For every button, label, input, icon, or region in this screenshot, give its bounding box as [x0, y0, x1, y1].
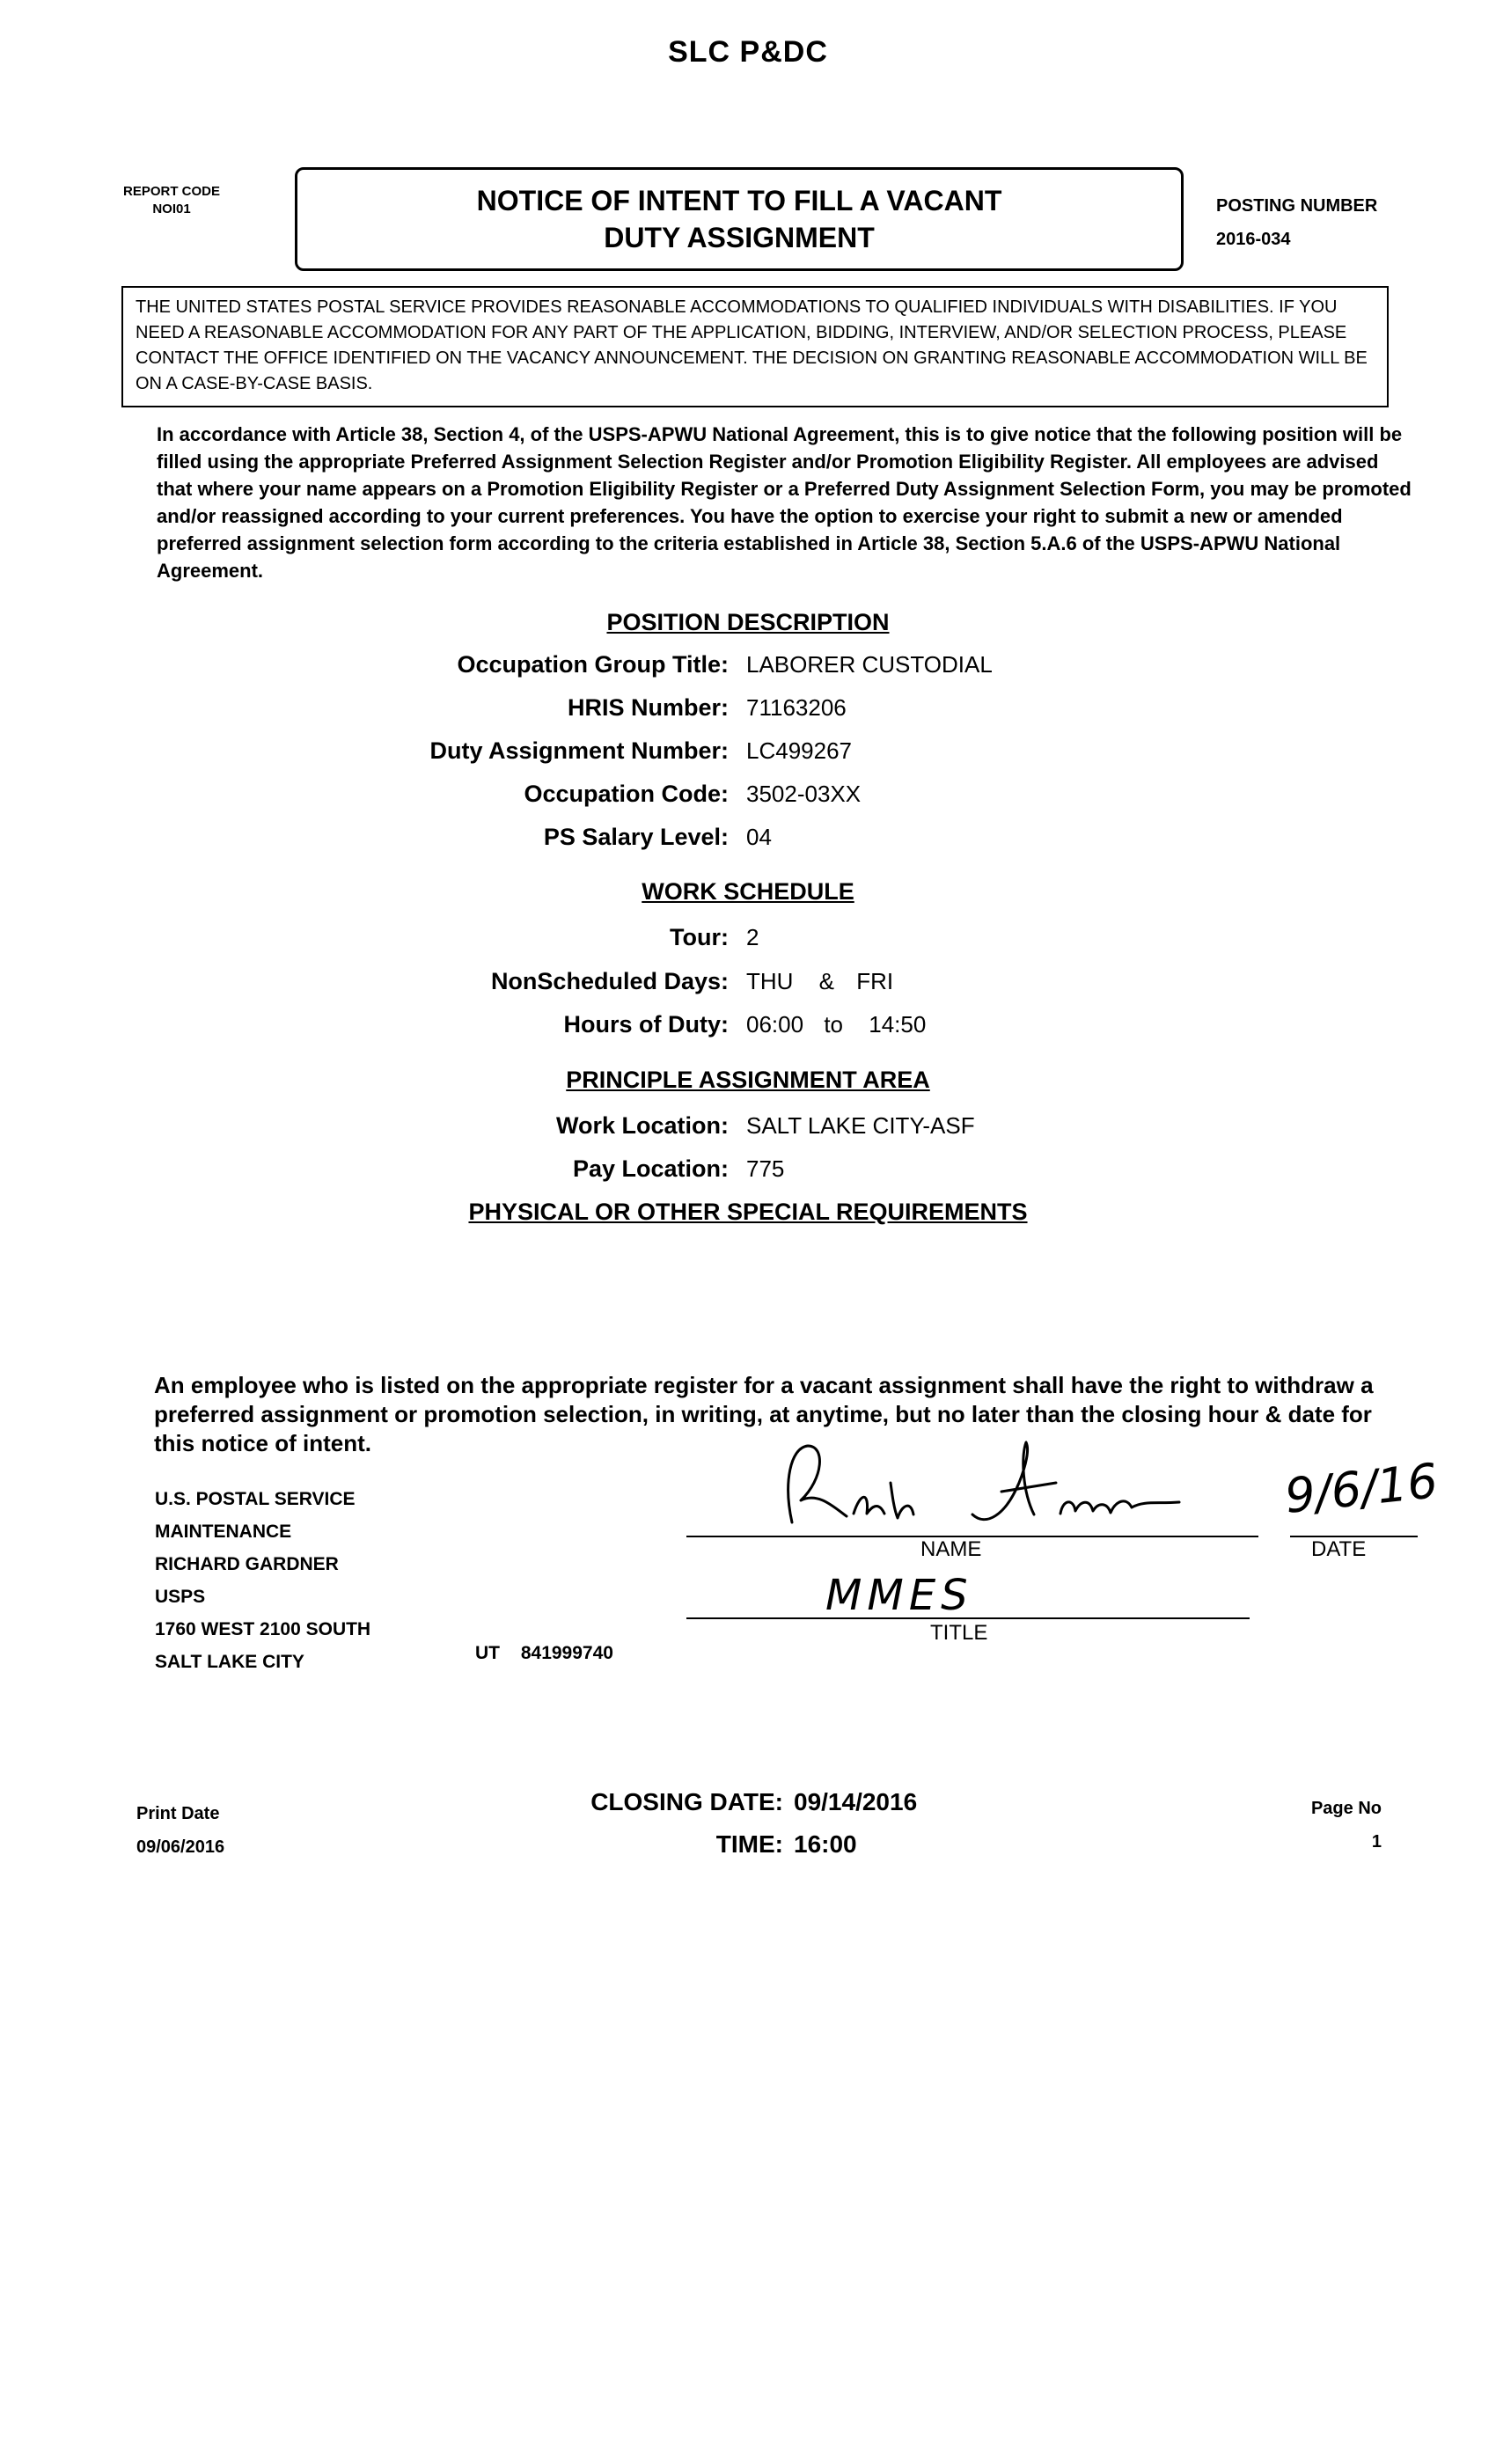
address-block — [155, 1483, 370, 1678]
page-number-value: 1 — [1371, 1832, 1382, 1852]
print-date-label: Print Date — [136, 1804, 220, 1823]
address-line: MAINTENANCE — [155, 1522, 292, 1542]
closing-date-row — [528, 1781, 917, 1823]
nonscheduled-day-2: FRI — [856, 968, 894, 994]
report-code-label: REPORT CODE — [122, 184, 220, 199]
field-hris-number — [0, 694, 1496, 730]
field-label: Tour: — [670, 924, 729, 950]
closing-time-value: 16:00 — [794, 1830, 857, 1858]
hours-start: 06:00 — [746, 1011, 804, 1038]
closing-date-label: CLOSING DATE: — [590, 1788, 783, 1815]
title-caption: TITLE — [930, 1621, 988, 1645]
handwritten-date: 9/6/16 — [1282, 1453, 1441, 1524]
closing-time-label: TIME: — [715, 1830, 783, 1858]
address-line: USPS — [155, 1587, 206, 1607]
office-title: SLC P&DC — [668, 35, 828, 69]
notice-title-line2: DUTY ASSIGNMENT — [604, 222, 875, 253]
position-description-heading: POSITION DESCRIPTION — [606, 609, 890, 635]
field-label: Duty Assignment Number: — [429, 737, 729, 764]
print-date-value: 09/06/2016 — [136, 1837, 225, 1857]
notice-title-box — [295, 167, 1184, 271]
work-schedule-heading: WORK SCHEDULE — [642, 878, 854, 905]
page-number-label: Page No — [1310, 1799, 1382, 1818]
field-label: Pay Location: — [572, 1155, 729, 1182]
accommodation-statement: THE UNITED STATES POSTAL SERVICE PROVIDES REASONABLE ACCOMMODATIONS TO QUALIFIED INDIVIDUALS WITH DISABILITIES. IF YOU NEED A REASONABLE ACCOMMODATION FOR ANY PART OF THE APPLICATION, BIDDING, INTERVIEW, AND/OR SELECTION PROCESS, PLEASE CONTACT THE OFFICE IDENTIFIED ON THE VACANCY ANNOUNCEMENT. THE DECISION ON GRANTING REASONABLE ACCOMMODATION WILL BE ON A CASE-BY-CASE BASIS. — [121, 286, 1389, 407]
title-signature-line — [686, 1617, 1250, 1619]
page-number — [1294, 1792, 1382, 1859]
posting-number-label: POSTING NUMBER — [1216, 196, 1378, 216]
field-label: PS Salary Level: — [543, 824, 729, 850]
field-occupation-group-title — [0, 651, 1496, 686]
field-value: 04 — [746, 824, 772, 850]
field-duty-assignment-number — [0, 737, 1496, 773]
field-label: Hours of Duty: — [563, 1011, 729, 1038]
state-zip — [475, 1643, 613, 1664]
address-line: 1760 WEST 2100 SOUTH — [155, 1619, 371, 1639]
field-label: Work Location: — [555, 1112, 729, 1139]
posting-number — [1216, 189, 1377, 256]
field-value — [746, 1011, 926, 1038]
closing-date-value: 09/14/2016 — [794, 1788, 918, 1815]
handwritten-title: MMES — [825, 1571, 973, 1620]
address-line: U.S. POSTAL SERVICE — [155, 1489, 356, 1509]
print-date — [136, 1797, 224, 1864]
handwritten-signature — [766, 1430, 1258, 1544]
field-label: NonScheduled Days: — [490, 968, 729, 994]
field-value — [746, 968, 893, 995]
field-nonscheduled-days — [0, 968, 1496, 1003]
field-value: 3502-03XX — [746, 781, 862, 807]
intro-paragraph: In accordance with Article 38, Section 4, of the USPS-APWU National Agreement, this is to give notice that the following position will be filled using the appropriate Preferred Assignment Selection Register and/or Promotion Eligibility Register. All employees are advised that where your name appears on a Promotion Eligibility Register or a Preferred Duty Assignment Selection Form, you may be promoted and/or reassigned according to your current preferences. You have the option to exercise your right to submit a new or amended preferred assignment selection form according to the criteria established in Article 38, Section 5.A.6 of the USPS-APWU National Agreement. — [157, 423, 1412, 582]
field-label: Occupation Code: — [524, 781, 729, 807]
field-label: HRIS Number: — [567, 694, 729, 721]
nonscheduled-joiner: & — [818, 968, 835, 994]
address-line: SALT LAKE CITY — [155, 1652, 304, 1672]
field-occupation-code — [0, 781, 1496, 816]
address-zip: 841999740 — [520, 1643, 613, 1663]
hours-joiner: to — [824, 1011, 843, 1038]
field-value: LC499267 — [746, 737, 852, 764]
field-value: 2 — [746, 924, 759, 950]
physical-requirements-heading: PHYSICAL OR OTHER SPECIAL REQUIREMENTS — [468, 1199, 1028, 1225]
principle-assignment-area-heading: PRINCIPLE ASSIGNMENT AREA — [566, 1067, 930, 1093]
report-code-value: NOI01 — [152, 202, 191, 216]
date-caption: DATE — [1311, 1537, 1367, 1561]
field-work-location — [0, 1112, 1496, 1148]
field-value: LABORER CUSTODIAL — [746, 651, 993, 678]
closing-time-row — [528, 1823, 917, 1866]
field-ps-salary-level — [0, 824, 1496, 859]
field-label: Occupation Group Title: — [457, 651, 729, 678]
posting-number-value: 2016-034 — [1216, 230, 1291, 249]
closing-info — [528, 1781, 917, 1866]
field-value: 71163206 — [746, 694, 847, 721]
hours-end: 14:50 — [869, 1011, 927, 1038]
field-tour — [0, 924, 1496, 959]
nonscheduled-day-1: THU — [746, 968, 794, 994]
notice-title-line1: NOTICE OF INTENT TO FILL A VACANT — [476, 185, 1002, 216]
address-state: UT — [475, 1643, 500, 1663]
field-pay-location — [0, 1155, 1496, 1191]
withdrawal-notice-paragraph: An employee who is listed on the appropriate register for a vacant assignment shall have the right to withdraw a preferred assignment or promotion selection, in writing, at anytime, but no later than the closing hour & date for this notice of intent. — [154, 1372, 1374, 1456]
address-line: RICHARD GARDNER — [155, 1554, 339, 1574]
name-caption: NAME — [920, 1537, 982, 1561]
field-hours-of-duty — [0, 1011, 1496, 1046]
field-value: SALT LAKE CITY-ASF — [746, 1112, 975, 1139]
field-value: 775 — [746, 1155, 785, 1182]
report-code — [106, 183, 238, 218]
